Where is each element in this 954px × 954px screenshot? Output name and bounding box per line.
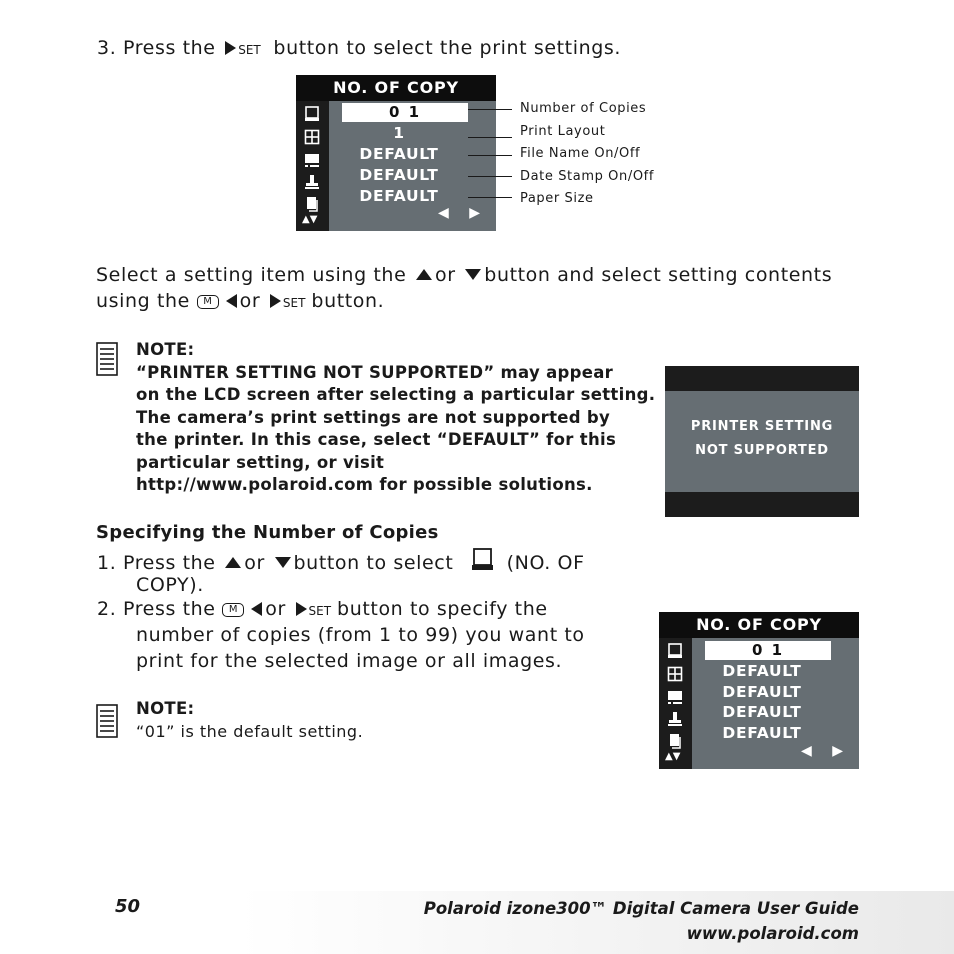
callout-file-name: File Name On/Off: [520, 146, 641, 161]
selected-copies-value: 0 1: [705, 641, 831, 660]
callout-date-stamp: Date Stamp On/Off: [520, 169, 655, 184]
note-icon: [96, 704, 118, 738]
step-text: button to select: [293, 552, 454, 574]
note-line: particular setting, or visit: [136, 452, 385, 472]
select-paragraph-line-1: [96, 264, 832, 286]
step-text: button to specify the: [337, 598, 548, 620]
paper-size-value: DEFAULT: [359, 187, 439, 205]
note-icon: [96, 342, 118, 376]
select-text: button.: [311, 290, 385, 312]
note-line: the printer. In this case, select “DEFAULT” for this: [136, 430, 617, 449]
or-text: or: [239, 290, 261, 312]
step-1-line-2: COPY).: [136, 574, 204, 596]
step-3-prefix: 3. Press the: [97, 37, 216, 59]
date-stamp-value: DEFAULT: [359, 166, 439, 184]
file-name-icon: [304, 152, 320, 168]
set-label: SET: [308, 604, 332, 618]
paper-size-icon: [304, 196, 320, 212]
note-line: The camera’s print settings are not supported by: [136, 407, 611, 427]
screen-bottom-bar: [665, 492, 859, 517]
step-text: 2. Press the: [97, 598, 216, 620]
step-text: 1. Press the: [97, 552, 216, 574]
copy-icon: [304, 106, 320, 122]
set-label: SET: [282, 296, 306, 310]
or-text: or: [244, 552, 265, 574]
paper-size-icon: [667, 733, 683, 749]
callout-line: [468, 197, 512, 198]
layout-icon: [304, 129, 320, 145]
file-name-value: DEFAULT: [722, 683, 802, 701]
or-text: or: [435, 264, 456, 286]
set-label: SET: [238, 43, 261, 57]
date-stamp-icon: [304, 174, 320, 190]
note-1: [136, 339, 655, 497]
left-arrow-icon: [251, 602, 262, 616]
step-2-line-3: print for the selected image or all images.: [136, 650, 563, 672]
step-2-line-2: number of copies (from 1 to 99) you want to: [136, 624, 585, 646]
up-arrow-icon: [416, 269, 432, 280]
or-text: or: [265, 598, 286, 620]
callout-line: [468, 176, 512, 177]
up-down-icon: ▲▼: [665, 751, 681, 762]
layout-value: 1: [393, 124, 405, 142]
left-right-arrows-icon: ◀ ▶: [438, 205, 488, 221]
date-stamp-value: DEFAULT: [722, 703, 802, 721]
callout-print-layout: Print Layout: [520, 124, 606, 139]
lcd-print-settings-screen: [296, 75, 496, 231]
up-arrow-icon: [225, 557, 241, 568]
screen-top-bar: [665, 366, 859, 391]
down-arrow-icon: [275, 557, 291, 568]
page-number: 50: [115, 896, 141, 917]
note-line: “PRINTER SETTING NOT SUPPORTED” may appear: [136, 362, 614, 382]
up-down-icon: ▲▼: [302, 214, 318, 225]
menu-button-icon: M: [222, 603, 244, 617]
note-line: http://www.polaroid.com for possible solutions.: [136, 475, 593, 494]
lcd-header: NO. OF COPY: [296, 75, 496, 101]
right-arrow-icon: [270, 294, 281, 308]
step-2-line-1: [97, 598, 548, 620]
file-name-value: DEFAULT: [359, 145, 439, 163]
note-title: NOTE:: [136, 340, 195, 359]
right-arrow-icon: [296, 602, 307, 616]
date-stamp-icon: [667, 711, 683, 727]
copy-icon: [470, 548, 496, 572]
lcd-icon-column: [659, 638, 692, 769]
down-arrow-icon: [465, 269, 481, 280]
select-paragraph-line-2: [96, 290, 384, 312]
lcd-icon-column: [296, 101, 329, 231]
lcd-header: NO. OF COPY: [659, 612, 859, 638]
note-2-title: NOTE:: [136, 699, 195, 718]
lcd-number-of-copies-screen: [659, 612, 859, 769]
footer-url: www.polaroid.com: [686, 924, 859, 943]
left-arrow-icon: [226, 294, 237, 308]
callout-number-of-copies: Number of Copies: [520, 101, 647, 116]
printer-not-supported-screen: [665, 366, 859, 517]
step-text: (NO. OF: [506, 552, 585, 574]
right-arrow-icon: [225, 41, 236, 55]
step-1-line-1: [97, 548, 585, 574]
note-line: on the LCD screen after selecting a particular setting.: [136, 385, 656, 404]
printer-message-line-1: PRINTER SETTING: [690, 419, 834, 434]
layout-value: DEFAULT: [722, 662, 802, 680]
callout-line: [468, 109, 512, 110]
step-3-instruction: [97, 37, 621, 59]
callout-line: [468, 137, 512, 138]
section-title: Specifying the Number of Copies: [96, 522, 439, 543]
select-text: Select a setting item using the: [96, 264, 407, 286]
paper-size-value: DEFAULT: [722, 724, 802, 742]
copy-icon: [667, 643, 683, 659]
note-2-text: “01” is the default setting.: [136, 722, 364, 741]
left-right-arrows-icon: ◀ ▶: [801, 743, 851, 759]
selected-copies-value: 0 1: [342, 103, 468, 122]
printer-message-line-2: NOT SUPPORTED: [695, 443, 829, 458]
footer-title: Polaroid izone300™ Digital Camera User Guide: [423, 899, 859, 918]
select-text: button and select setting contents: [484, 264, 833, 286]
file-name-icon: [667, 689, 683, 705]
callout-line: [468, 155, 512, 156]
callout-paper-size: Paper Size: [520, 191, 594, 206]
layout-icon: [667, 666, 683, 682]
menu-button-icon: M: [197, 295, 219, 309]
select-text: using the: [96, 290, 190, 312]
step-3-suffix: button to select the print settings.: [273, 37, 622, 59]
